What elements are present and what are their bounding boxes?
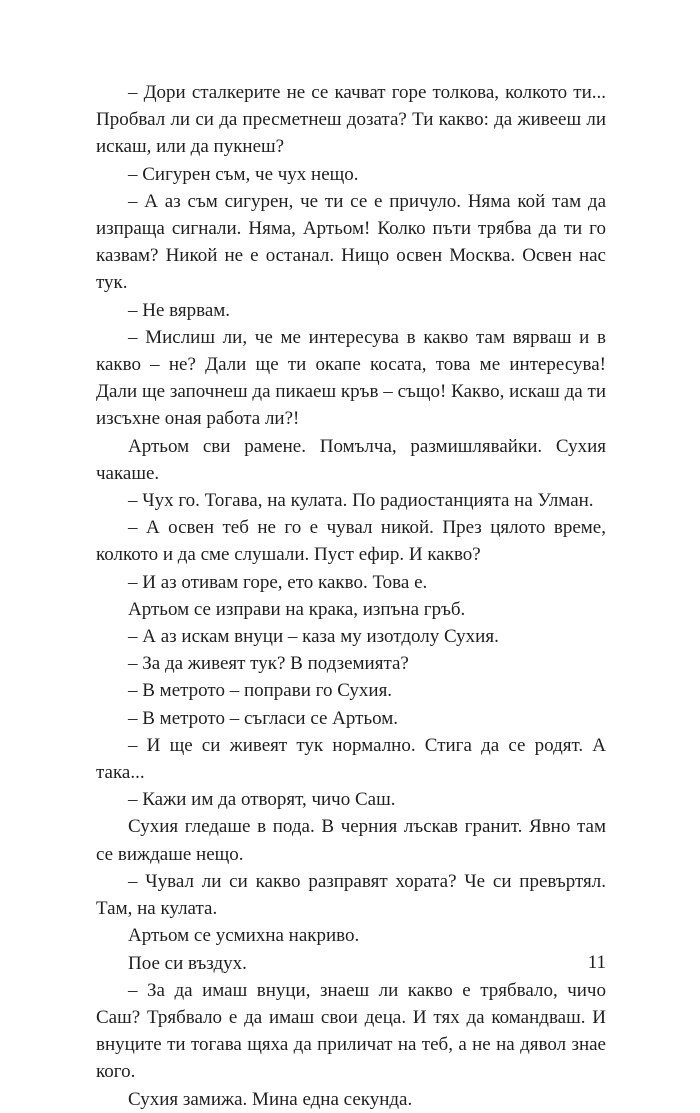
paragraph: – А аз съм сигурен, че ти се е причуло. Няма кой там да изпраща сигнали. Няма, Артьом! Колко пъти трябва да ти го казвам? Никой не е останал. Нищо освен Москва. Освен нас тук. (96, 190, 606, 294)
paragraph: Артьом сви рамене. Помълча, размишлявайки. Сухия чакаше. (96, 435, 606, 484)
paragraph: – Мислиш ли, че ме интересува в какво там вярваш и в какво – не? Дали ще ти окапе косата, това ме интересува! Дали ще започнеш да пикаеш кръв – също! Какво, искаш да ти изсъхне оная работа ли?! (96, 326, 606, 430)
paragraph: – Дори сталкерите не се качват горе толкова, колкото ти... Пробвал ли си да пресметнеш дозата? Ти какво: да живееш ли искаш, или да пукнеш? (96, 82, 606, 158)
page-number: 11 (587, 952, 606, 973)
paragraph: – Чувал ли си какво разправят хората? Че си превъртял. Там, на кулата. (96, 870, 606, 920)
paragraph: – Не вярвам. (128, 299, 231, 321)
paragraph: – Сигурен съм, че чух нещо. (128, 163, 359, 185)
paragraph: – А аз искам внуци – каза му изотдолу Сухия. (128, 626, 499, 648)
body-text (96, 79, 606, 1113)
paragraph: Сухия замижа. Мина една секунда. (128, 1088, 413, 1110)
paragraph: Артьом се изправи на крака, изпъна гръб. (128, 598, 466, 620)
paragraph: Пое си въздух. (128, 952, 247, 974)
paragraph: – В метрото – поправи го Сухия. (128, 680, 393, 702)
paragraph: Артьом се усмихна накриво. (128, 925, 360, 947)
paragraph: – И ще си живеят тук нормално. Стига да се родят. А така... (96, 734, 606, 784)
paragraph: – Кажи им да отворят, чичо Саш. (128, 789, 396, 811)
paragraph: – За да живеят тук? В подземията? (128, 653, 409, 675)
paragraph: – В метрото – съгласи се Артьом. (128, 707, 399, 729)
paragraph: – За да имаш внуци, знаеш ли какво е трябвало, чичо Саш? Трябвало е да имаш свои деца. И тях да командваш. И внуците ти тогава щяха да приличат на теб, а не на дявол знае кого. (96, 979, 606, 1083)
paragraph: – И аз отивам горе, ето какво. Това е. (128, 571, 428, 593)
paragraph: – Чух го. Тогава, на кулата. По радиостанцията на Улман. (128, 490, 594, 512)
paragraph: Сухия гледаше в пода. В черния лъскав гранит. Явно там се виждаше нещо. (96, 816, 606, 865)
paragraph: – А освен теб не го е чувал никой. През цялото време, колкото и да сме слушали. Пуст ефир. И какво? (96, 517, 606, 566)
